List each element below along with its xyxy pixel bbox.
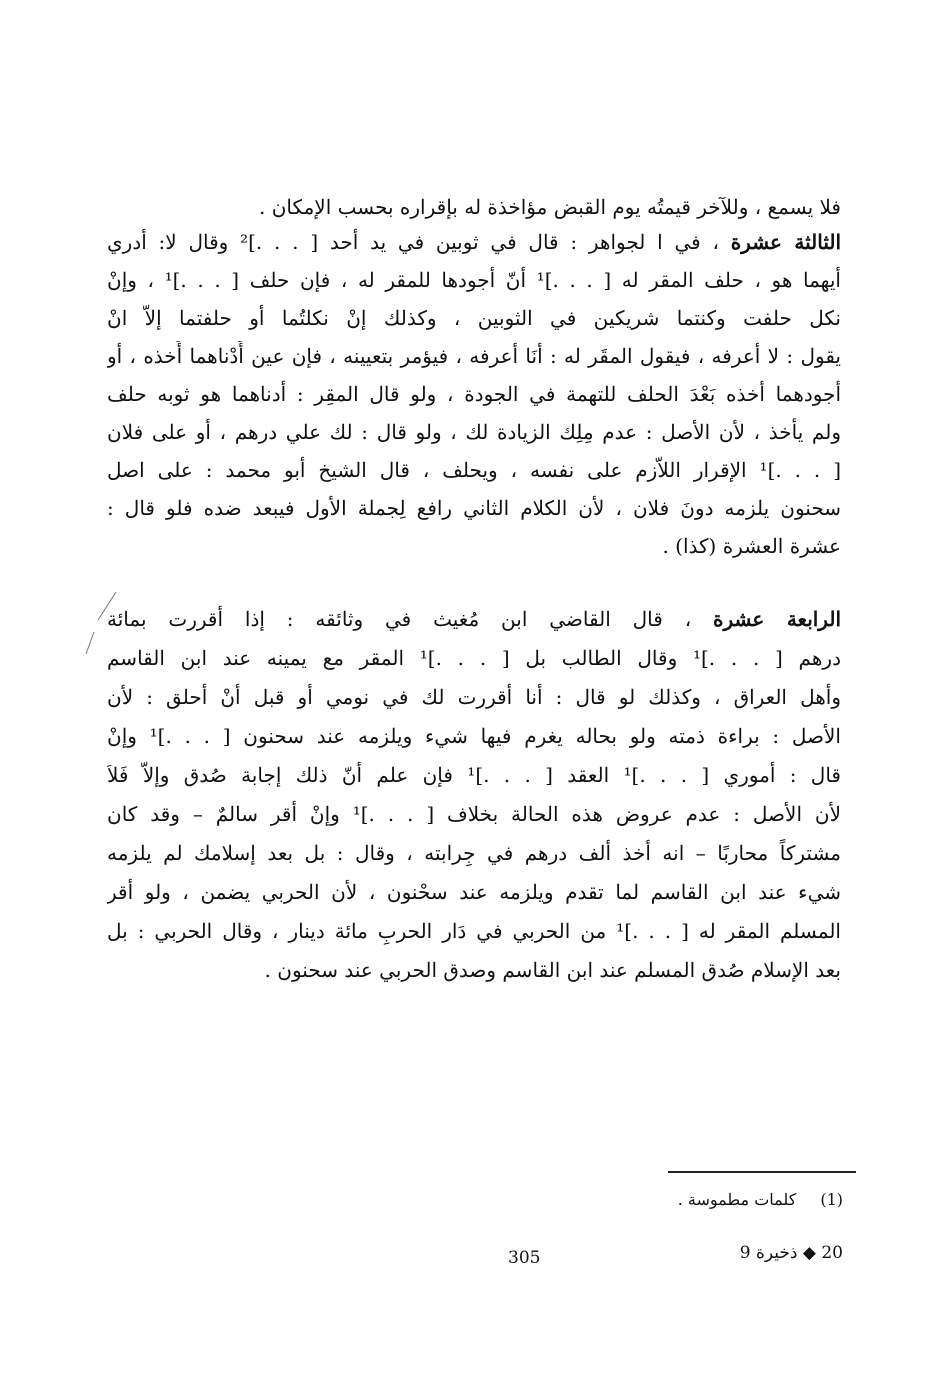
footnote	[678, 1188, 843, 1212]
text-line: الرابعة عشرة ، قال القاضي ابن مُغيث في وثائقه : إذا أقررت بمائة	[107, 607, 841, 631]
footnote-number: (1)	[820, 1190, 843, 1209]
printer-signature: 20 ◆ ذخيرة 9	[739, 1243, 843, 1263]
text-line: يقول : لا أعرفه ، فيقول المقَر له : أنَا أعرفه ، فيؤمر بتعيينه ، فإن عين أَدْناهما أَخذه ، أو	[107, 344, 841, 368]
text-line: شيء عند ابن القاسم لما تقدم ويلزمه عند سحْنون ، لأن الحربي يضمن ، ولو أقر	[107, 880, 841, 904]
text-line: أيهما هو ، حلف المقر له [ . . .]¹ أنّ أجودها للمقر له ، فإن حلف [ . . .]¹ ، وإنْ	[107, 268, 841, 292]
text-line: مشتركاً محاربًا – انه أخذ ألف درهم في جِرابته ، وقال : بل بعد إسلامك لم يلزمه	[107, 841, 841, 865]
text-line: عشرة العشرة (كذا) .	[662, 534, 841, 558]
text-line: بعد الإسلام صُدق المسلم عند ابن القاسم وصدق الحربي عند سحنون .	[264, 958, 841, 982]
text-line: [ . . .]¹ الإقرار اللاّزم على نفسه ، ويحلف ، قال الشيخ أبو محمد : على اصل	[107, 458, 841, 482]
margin-pencil-mark	[80, 590, 120, 660]
text-line: نكل حلفت وكنتما شريكين في الثوبين ، وكذلك إنْ نكلتُما أو حلفتما إلاّ انْ	[107, 306, 841, 330]
text-line: فلا يسمع ، وللآخر قيمتُه يوم القبض مؤاخذة له بإقراره بحسب الإمكان .	[259, 195, 841, 219]
text-line: الأصل : براءة ذمته ولو بحاله يغرم فيها شيء ويلزمه عند سحنون [ . . .]¹ وإنْ	[107, 724, 841, 748]
page-number: 305	[508, 1248, 541, 1268]
section-heading: الرابعة عشرة	[713, 607, 841, 631]
text-line: أجودهما أخذه بَعْدَ الحلف للتهمة في الجودة ، ولو قال المقِر : أدناهما هو ثوبه حلف	[107, 382, 841, 406]
text-line: قال : أموري [ . . .]¹ العقد [ . . .]¹ فإن علم أنّ ذلك إجابة صُدق وإلاّ فَلاَ	[107, 763, 841, 787]
section-heading: الثالثة عشرة	[730, 230, 841, 254]
text-line: وأهل العراق ، وكذلك لو قال : أنا أقررت لك في نومي أو قبل أنْ أحلق : لأن	[107, 685, 841, 709]
text-line: درهم [ . . .]¹ وقال الطالب بل [ . . .]¹ المقر مع يمينه عند ابن القاسم	[107, 646, 841, 670]
text-line: لأن الأصل : عدم عروض هذه الحالة بخلاف [ . . .]¹ وإنْ أقر سالمٌ – وقد كان	[107, 802, 841, 826]
text-line: المسلم المقر له [ . . .]¹ من الحربي في دَار الحربِ مائة دينار ، وقال الحربي : بل	[107, 919, 841, 943]
text-line: ولم يأخذ ، لأن الأصل : عدم مِلِك الزيادة لك ، ولو قال : لك علي درهم ، أو على فلان	[107, 420, 841, 444]
footnote-divider	[668, 1171, 856, 1173]
text-line: سحنون يلزمه دونَ فلان ، لأن الكلام الثاني رافع لِجملة الأول فيبعد ضده فلو قال :	[107, 496, 841, 520]
footnote-text: كلمات مطموسة .	[677, 1190, 797, 1209]
text-line: الثالثة عشرة ، في ا لجواهر : قال في ثوبين في يد أحد [ . . .]² وقال لا: أدري	[107, 230, 841, 254]
